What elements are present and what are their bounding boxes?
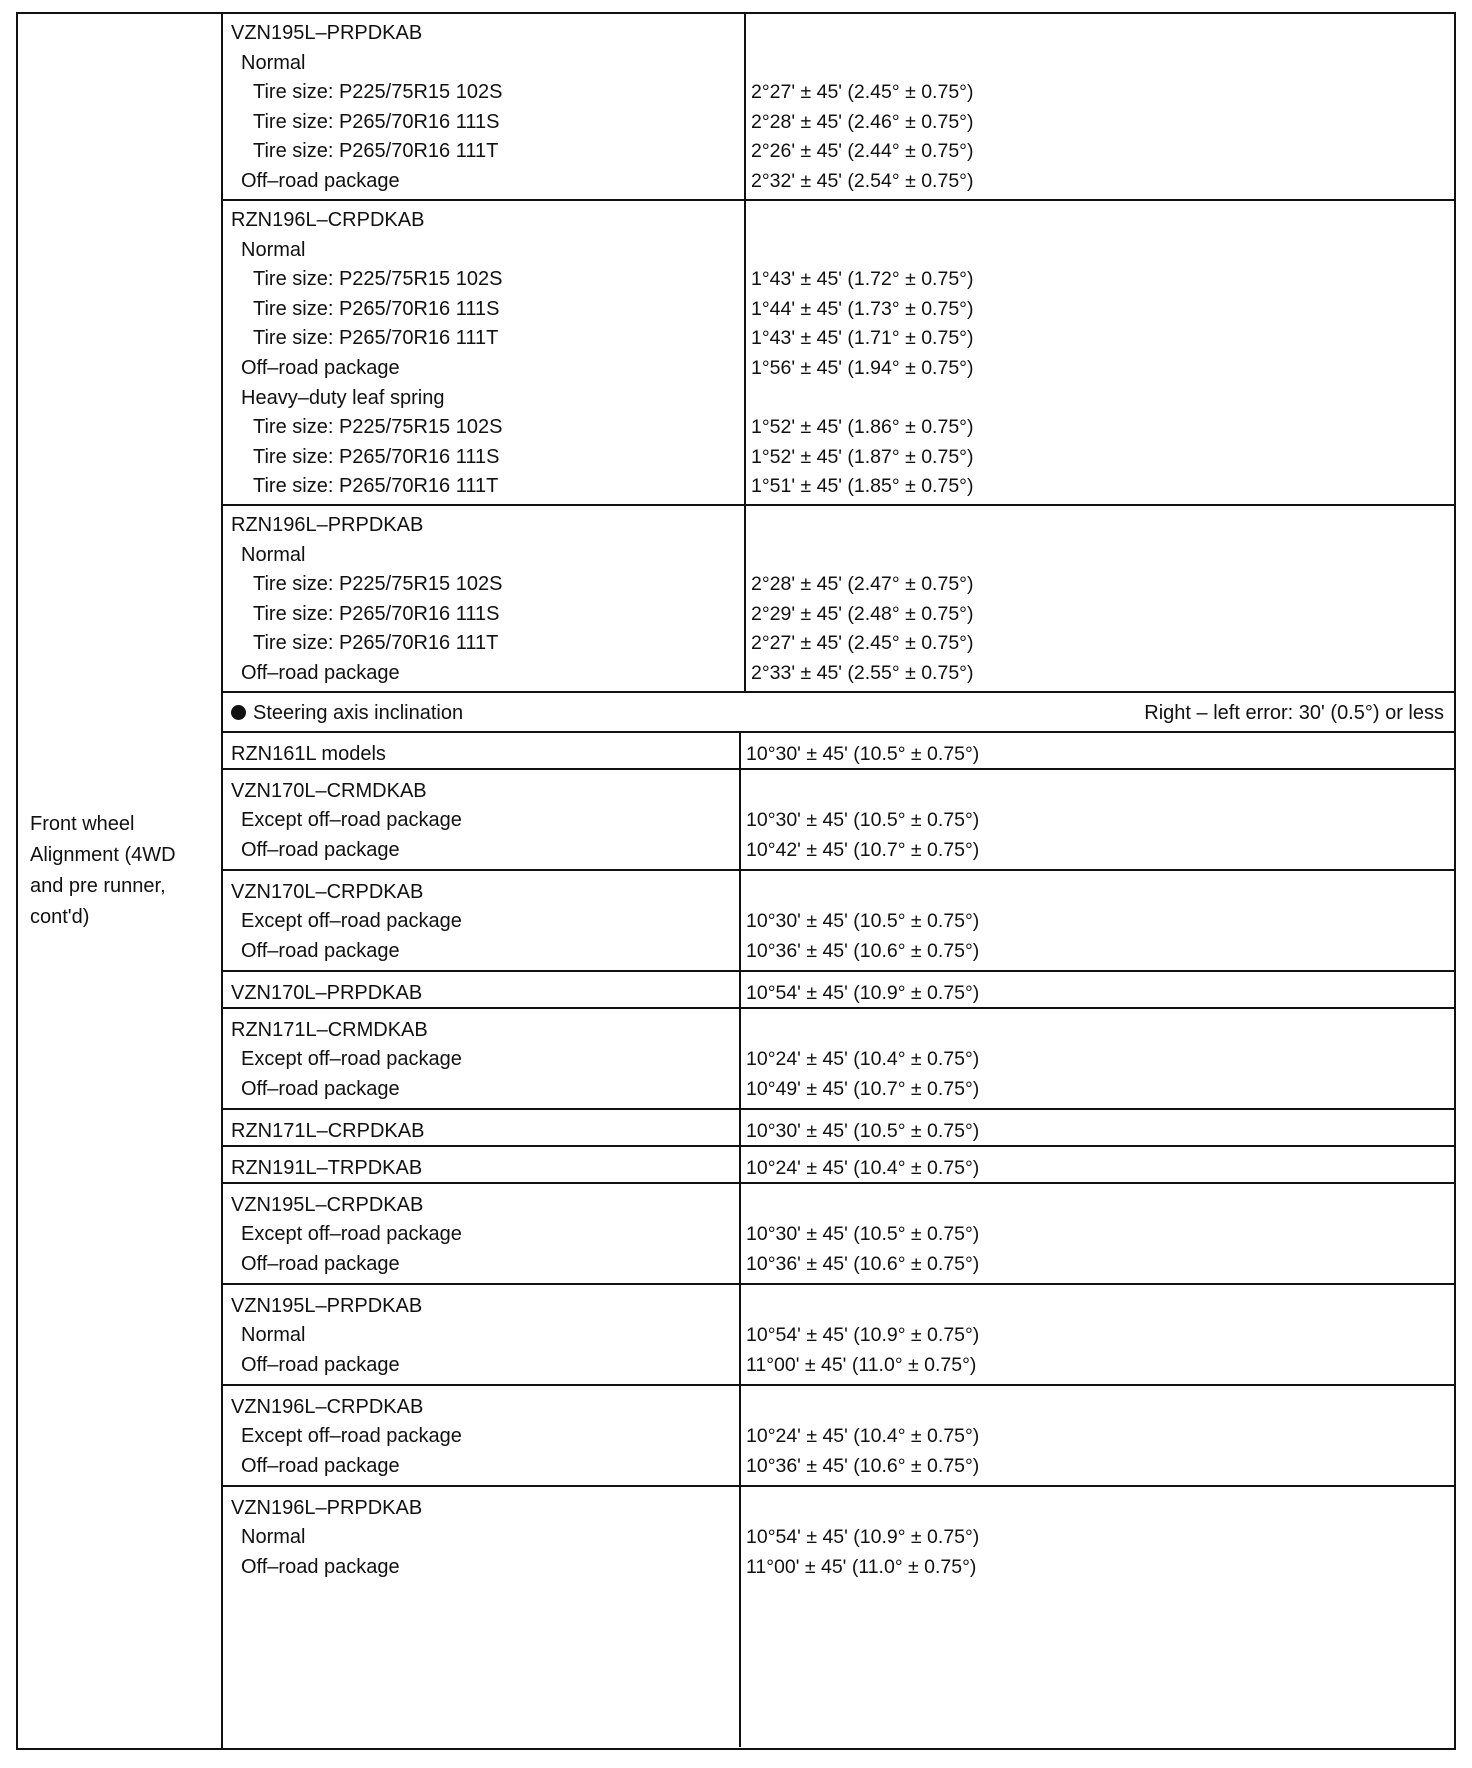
spec-value: 10°36' ± 45' (10.6° ± 0.75°) — [746, 1252, 980, 1275]
model-code: RZN161L models — [231, 743, 386, 765]
spec-value: 10°30' ± 45' (10.5° ± 0.75°) — [746, 809, 980, 832]
condition-label: Normal — [241, 543, 306, 566]
column-divider — [739, 1487, 741, 1747]
condition-label: Except off–road package — [241, 1425, 462, 1448]
tire-size-label: Tire size: P265/70R16 111T — [253, 632, 499, 655]
model-code: VZN195L–PRPDKAB — [231, 1295, 423, 1317]
model-code: RZN171L–CRMDKAB — [231, 1019, 428, 1041]
condition-label: Off–road package — [241, 1077, 400, 1100]
condition-label: Off–road package — [241, 1454, 400, 1477]
column-divider — [739, 1110, 741, 1145]
inclination-block — [223, 1184, 1454, 1285]
spec-value: 10°54' ± 45' (10.9° ± 0.75°) — [746, 1526, 980, 1549]
tire-size-label: Tire size: P265/70R16 111S — [253, 445, 500, 468]
condition-label: Off–road package — [241, 1252, 400, 1275]
spec-value: 1°43' ± 45' (1.72° ± 0.75°) — [751, 268, 974, 291]
category-label-line: cont'd) — [30, 906, 90, 928]
spec-value: 10°42' ± 45' (10.7° ± 0.75°) — [746, 838, 980, 861]
condition-label: Except off–road package — [241, 1223, 462, 1246]
section-title — [231, 701, 463, 725]
model-code: VZN195L–PRPDKAB — [231, 22, 423, 44]
column-divider — [744, 506, 746, 691]
spec-value: 11°00' ± 45' (11.0° ± 0.75°) — [746, 1353, 977, 1376]
spec-value: 10°24' ± 45' (10.4° ± 0.75°) — [746, 1425, 980, 1448]
spec-value: 11°00' ± 45' (11.0° ± 0.75°) — [746, 1555, 977, 1578]
tire-size-label: Tire size: P225/75R15 102S — [253, 268, 503, 291]
section-header-row — [223, 693, 1454, 733]
tire-size-label: Tire size: P265/70R16 111T — [253, 140, 499, 163]
spec-body — [223, 14, 1454, 1748]
model-code: RZN191L–TRPDKAB — [231, 1157, 423, 1179]
column-divider — [739, 1147, 741, 1182]
spec-value: 1°51' ± 45' (1.85° ± 0.75°) — [751, 475, 974, 498]
column-divider — [739, 1009, 741, 1108]
inclination-block — [223, 1147, 1454, 1184]
tire-size-label: Tire size: P225/75R15 102S — [253, 81, 503, 104]
column-divider — [744, 201, 746, 504]
condition-label: Off–road package — [241, 939, 400, 962]
category-column — [18, 14, 223, 1748]
spec-value: 2°33' ± 45' (2.55° ± 0.75°) — [751, 662, 974, 684]
spec-value: 10°36' ± 45' (10.6° ± 0.75°) — [746, 939, 980, 962]
model-code: VZN170L–CRPDKAB — [231, 881, 424, 903]
column-divider — [739, 871, 741, 970]
condition-label: Normal — [241, 1324, 306, 1347]
condition-label: Off–road package — [241, 838, 400, 861]
category-label-line: Alignment (4WD — [30, 844, 176, 866]
inclination-block — [223, 1487, 1454, 1747]
tire-size-label: Tire size: P265/70R16 111T — [253, 475, 499, 498]
model-code: RZN171L–CRPDKAB — [231, 1120, 425, 1142]
spec-value: 10°49' ± 45' (10.7° ± 0.75°) — [746, 1077, 980, 1100]
inclination-block — [223, 972, 1454, 1009]
inclination-block — [223, 871, 1454, 972]
condition-label: Off–road package — [241, 357, 400, 379]
model-code: RZN196L–PRPDKAB — [231, 514, 424, 536]
condition-label: Normal — [241, 238, 306, 261]
condition-label: Except off–road package — [241, 910, 462, 933]
spec-value: 10°54' ± 45' (10.9° ± 0.75°) — [746, 1324, 980, 1347]
section-title-text: Steering axis inclination — [253, 702, 464, 724]
spec-value: 1°56' ± 45' (1.94° ± 0.75°) — [751, 357, 974, 379]
tire-size-label: Tire size: P265/70R16 111S — [253, 110, 500, 133]
tolerance-note: Right – left error: 30' (0.5°) or less — [1144, 702, 1444, 724]
tire-size-label: Tire size: P265/70R16 111S — [253, 297, 500, 320]
bullet-icon — [231, 705, 246, 720]
spec-value: 10°30' ± 45' (10.5° ± 0.75°) — [746, 1223, 980, 1246]
spec-value: 10°36' ± 45' (10.6° ± 0.75°) — [746, 1454, 980, 1477]
spec-value: 10°24' ± 45' (10.4° ± 0.75°) — [746, 1157, 980, 1179]
condition-label: Except off–road package — [241, 809, 462, 832]
spec-value: 2°28' ± 45' (2.46° ± 0.75°) — [751, 110, 974, 133]
condition-label: Off–road package — [241, 170, 400, 192]
spec-table — [16, 12, 1456, 1750]
condition-label: Normal — [241, 51, 306, 74]
inclination-block — [223, 733, 1454, 770]
tire-size-label: Tire size: P265/70R16 111T — [253, 327, 499, 350]
inclination-block — [223, 1285, 1454, 1386]
model-code: VZN170L–CRMDKAB — [231, 780, 427, 802]
model-code: VZN170L–PRPDKAB — [231, 982, 423, 1004]
spec-value: 2°29' ± 45' (2.48° ± 0.75°) — [751, 602, 974, 625]
spec-value: 10°30' ± 45' (10.5° ± 0.75°) — [746, 910, 980, 933]
camber-block — [223, 201, 1454, 506]
condition-label: Off–road package — [241, 1555, 400, 1578]
column-divider — [739, 1386, 741, 1485]
tire-size-label: Tire size: P265/70R16 111S — [253, 602, 500, 625]
category-label-line: and pre runner, — [30, 875, 166, 897]
condition-label: Heavy–duty leaf spring — [241, 386, 445, 409]
category-label-line: Front wheel — [30, 813, 135, 835]
spec-value: 10°30' ± 45' (10.5° ± 0.75°) — [746, 743, 980, 765]
inclination-block — [223, 1009, 1454, 1110]
condition-label: Except off–road package — [241, 1048, 462, 1071]
model-code: VZN196L–PRPDKAB — [231, 1497, 423, 1519]
condition-label: Off–road package — [241, 1353, 400, 1376]
spec-value: 1°52' ± 45' (1.86° ± 0.75°) — [751, 416, 974, 439]
tire-size-label: Tire size: P225/75R15 102S — [253, 573, 503, 596]
spec-value: 2°27' ± 45' (2.45° ± 0.75°) — [751, 632, 974, 655]
column-divider — [744, 14, 746, 199]
column-divider — [739, 972, 741, 1007]
inclination-block — [223, 770, 1454, 871]
column-divider — [739, 1285, 741, 1384]
column-divider — [739, 733, 741, 768]
category-label — [30, 809, 210, 933]
model-code: VZN196L–CRPDKAB — [231, 1396, 424, 1418]
tire-size-label: Tire size: P225/75R15 102S — [253, 416, 503, 439]
camber-block — [223, 506, 1454, 693]
column-divider — [739, 770, 741, 869]
spec-value: 2°32' ± 45' (2.54° ± 0.75°) — [751, 170, 974, 192]
inclination-block — [223, 1110, 1454, 1147]
spec-value: 2°28' ± 45' (2.47° ± 0.75°) — [751, 573, 974, 596]
condition-label: Normal — [241, 1526, 306, 1549]
spec-value: 10°54' ± 45' (10.9° ± 0.75°) — [746, 982, 980, 1004]
spec-value: 1°44' ± 45' (1.73° ± 0.75°) — [751, 297, 974, 320]
model-code: VZN195L–CRPDKAB — [231, 1194, 424, 1216]
spec-value: 10°24' ± 45' (10.4° ± 0.75°) — [746, 1048, 980, 1071]
model-code: RZN196L–CRPDKAB — [231, 209, 425, 231]
spec-value: 1°52' ± 45' (1.87° ± 0.75°) — [751, 445, 974, 468]
spec-value: 10°30' ± 45' (10.5° ± 0.75°) — [746, 1120, 980, 1142]
camber-block — [223, 14, 1454, 201]
inclination-block — [223, 1386, 1454, 1487]
spec-value: 2°26' ± 45' (2.44° ± 0.75°) — [751, 140, 974, 163]
spec-value: 1°43' ± 45' (1.71° ± 0.75°) — [751, 327, 974, 350]
column-divider — [739, 1184, 741, 1283]
condition-label: Off–road package — [241, 662, 400, 684]
spec-value: 2°27' ± 45' (2.45° ± 0.75°) — [751, 81, 974, 104]
